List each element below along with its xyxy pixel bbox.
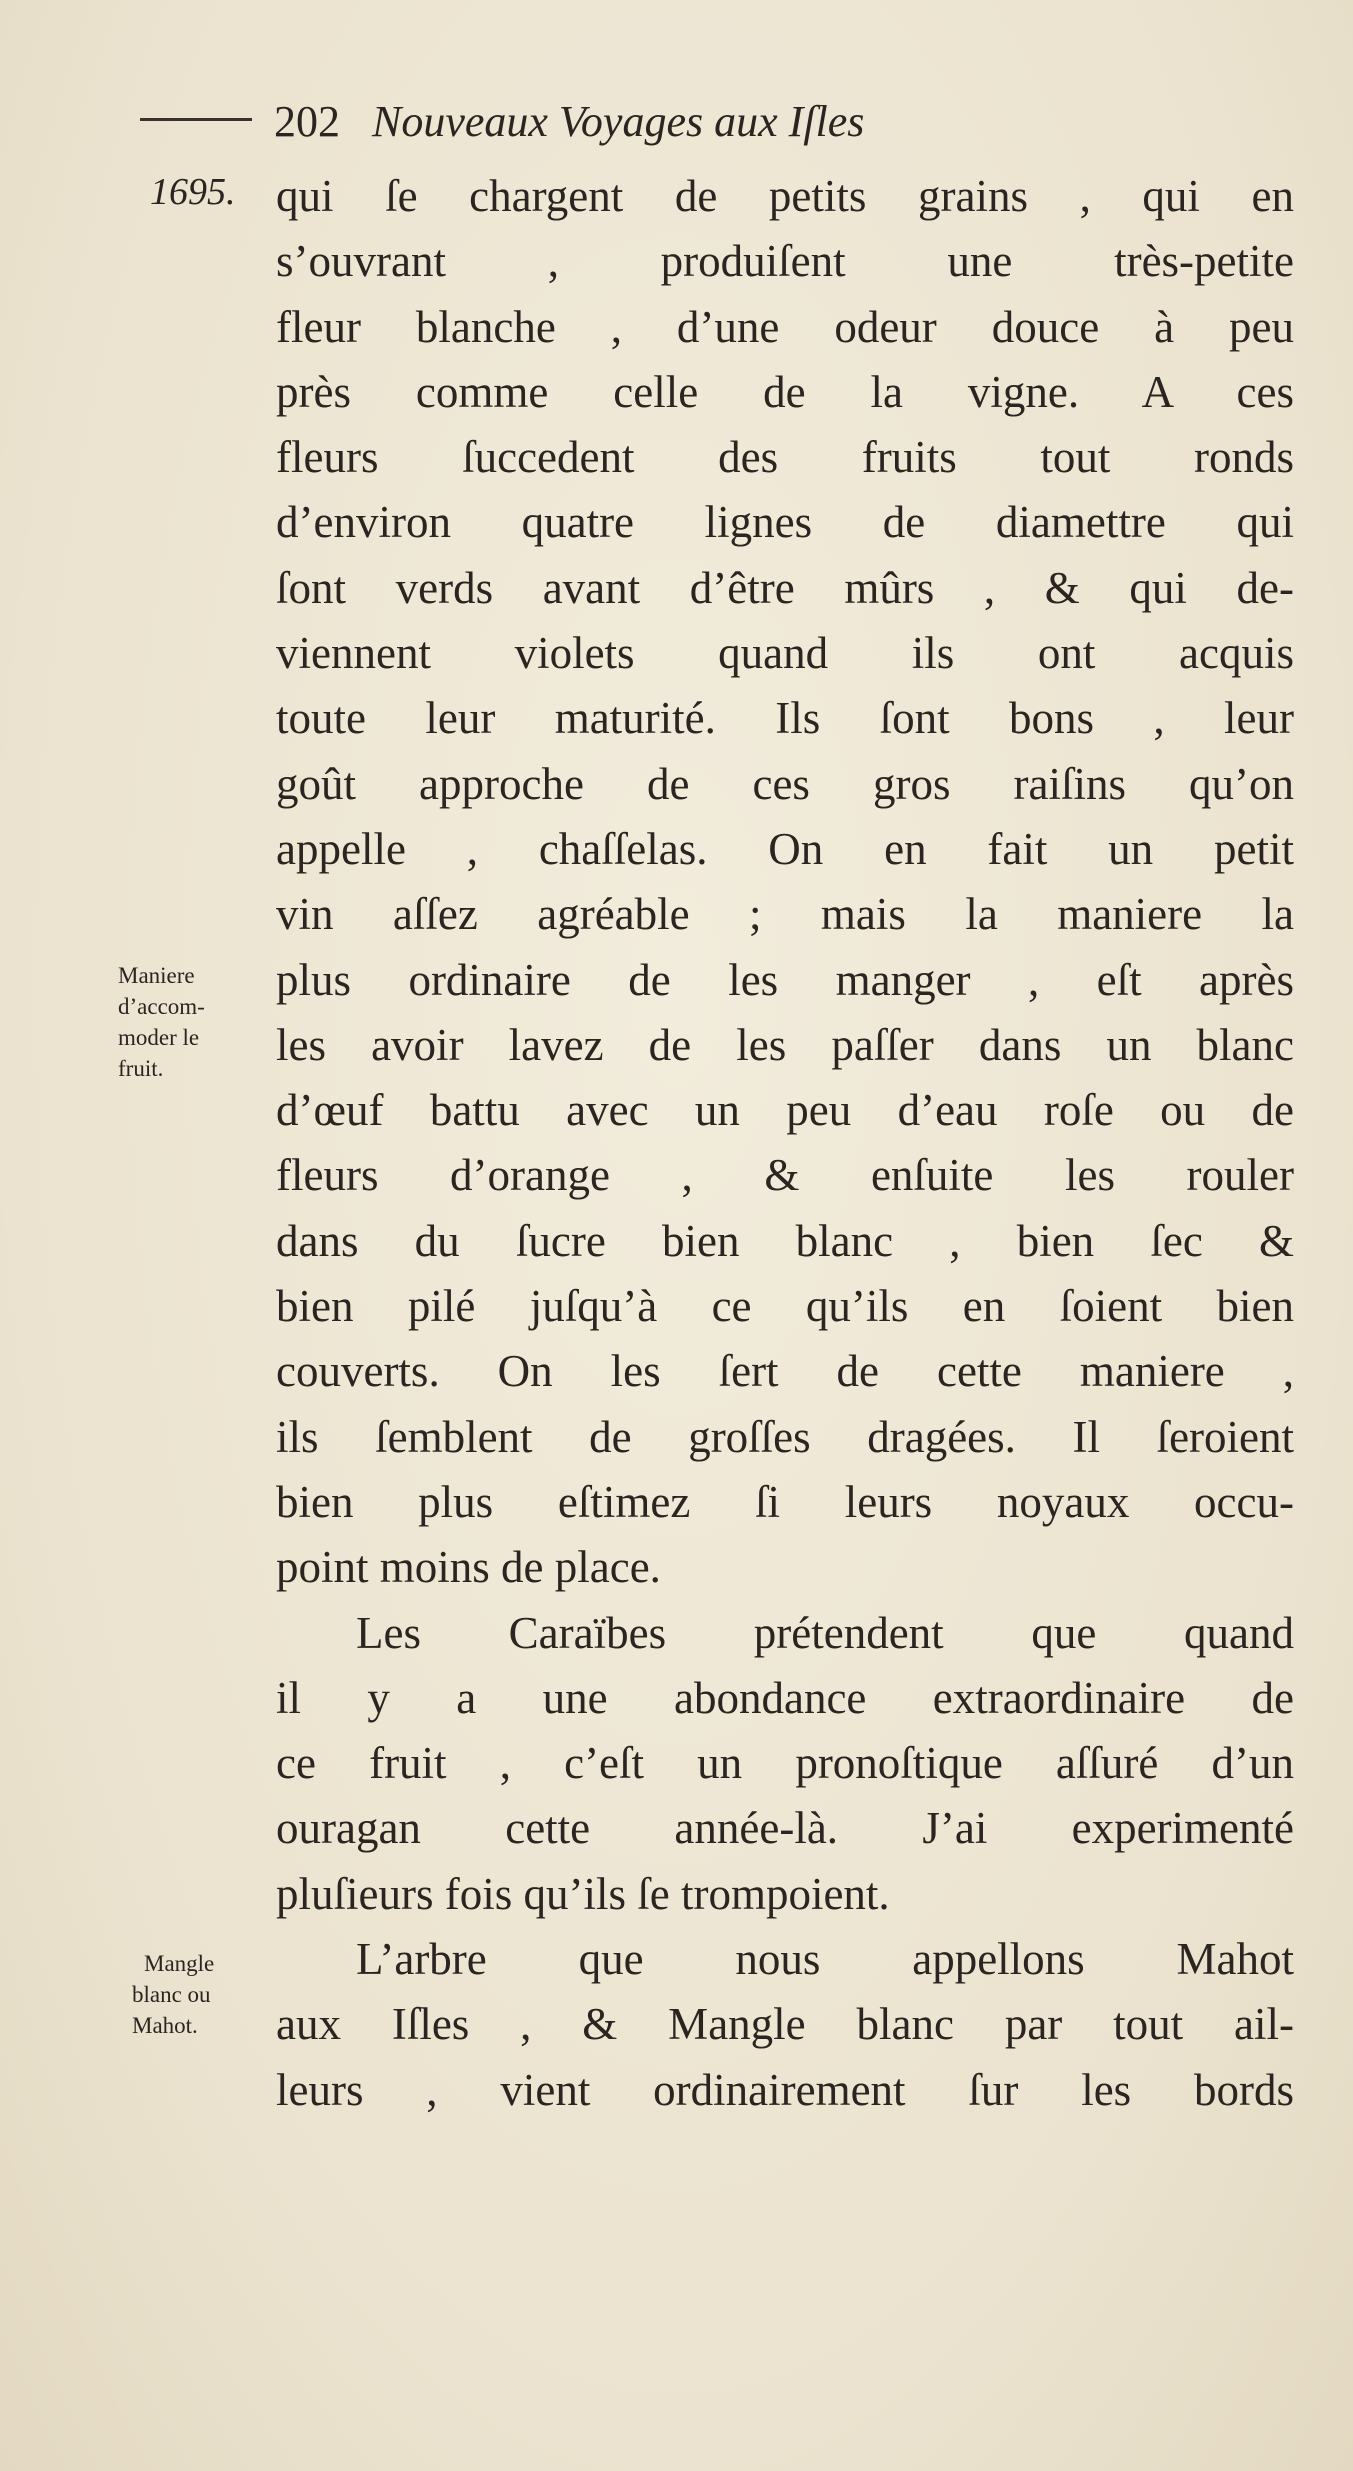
running-title: Nouveaux Voyages aux Iſles [372,97,865,146]
text-line: il y a une abondance extraordinaire de [276,1672,1294,1723]
body-text [276,164,1294,2123]
margin-note-line: Maniere [118,963,195,988]
text-line: d’œuf battu avec un peu d’eau roſe ou de [276,1085,1294,1136]
text-line: près comme celle de la vigne. A ces [276,366,1294,417]
text-line: dans du ſucre bien blanc , bien ſec & [276,1215,1294,1266]
text-line: d’environ quatre lignes de diamettre qui [276,497,1294,548]
text-line: appelle , chaſſelas. On en fait un petit [276,823,1294,874]
text-line: ſont verds avant d’être mûrs , & qui de- [276,562,1294,613]
margin-note-line: d’accom- [118,994,205,1019]
margin-note-maniere [118,960,278,1084]
text-line: ils ſemblent de groſſes dragées. Il ſeroient [276,1411,1294,1462]
margin-note-line: Mahot. [132,2013,198,2038]
margin-year: 1695. [150,171,236,213]
text-line: ce fruit , c’eſt un pronoſtique aſſuré d’un [276,1738,1294,1789]
margin-note-line: blanc ou [132,1982,211,2007]
margin-note-mangle [132,1948,292,2041]
text-line: bien plus eſtimez ſi leurs noyaux occu- [276,1476,1294,1527]
text-line: L’arbre que nous appellons Mahot [356,1934,1294,1985]
text-line: fleur blanche , d’une odeur douce à peu [276,301,1294,352]
text-line: bien pilé juſqu’à ce qu’ils en ſoient bien [276,1281,1294,1332]
header-rule [140,118,252,121]
text-line: fleurs d’orange , & enſuite les rouler [276,1150,1294,1201]
text-line: pluſieurs fois qu’ils ſe trompoient. [276,1868,890,1919]
text-line: vin aſſez agréable ; mais la maniere la [276,889,1294,940]
text-line: toute leur maturité. Ils ſont bons , leur [276,693,1294,744]
margin-note-line: fruit. [118,1056,164,1081]
text-line: point moins de place. [276,1542,661,1593]
text-line: Les Caraïbes prétendent que quand [356,1607,1294,1658]
text-line: ouragan cette année-là. J’ai experimenté [276,1803,1294,1854]
text-line: leurs , vient ordinairement ſur les bords [276,2064,1294,2115]
text-line: les avoir lavez de les paſſer dans un blanc [276,1019,1294,1070]
margin-note-line: moder le [118,1025,200,1050]
text-line: viennent violets quand ils ont acquis [276,628,1294,679]
text-line: fleurs ſuccedent des fruits tout ronds [276,432,1294,483]
margin-note-line: Mangle [144,1951,215,1976]
text-line: couverts. On les ſert de cette maniere , [276,1346,1294,1397]
text-line: aux Iſles , & Mangle blanc par tout ail- [276,1999,1294,2050]
text-line: plus ordinaire de les manger , eſt après [276,954,1294,1005]
text-line: qui ſe chargent de petits grains , qui en [276,171,1294,221]
text-line: s’ouvrant , produiſent une très-petite [276,236,1294,287]
page-number: 202 [274,97,340,146]
text-line: goût approche de ces gros raiſins qu’on [276,758,1294,809]
